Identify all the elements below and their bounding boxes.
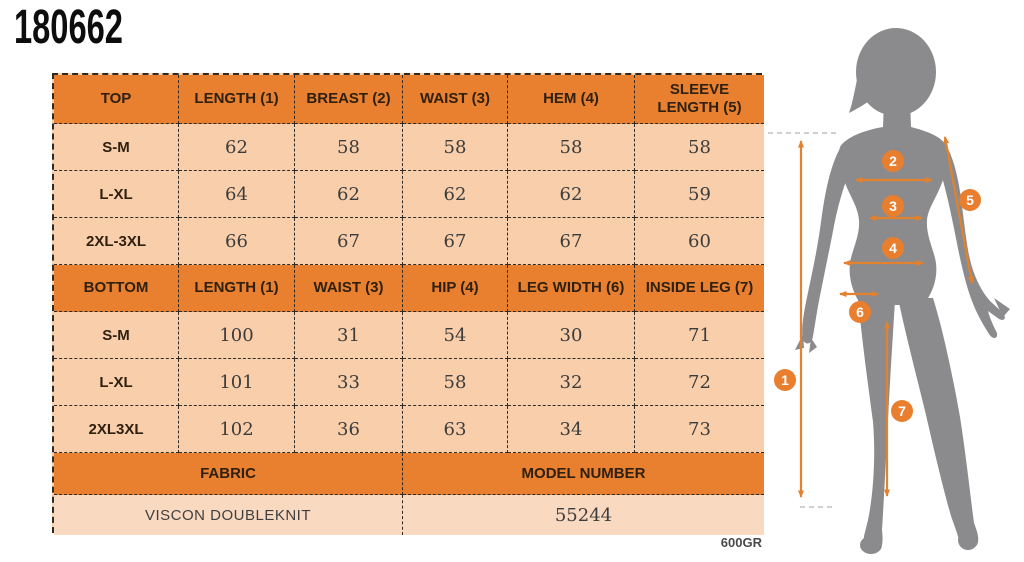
measurement-value: 62 <box>403 171 508 218</box>
badge-6 <box>849 301 871 323</box>
measurement-value: 58 <box>403 359 508 406</box>
measurement-value: 64 <box>179 171 295 218</box>
size-chart-table <box>52 73 762 533</box>
product-id-title: 180662 <box>14 1 123 54</box>
size-label: S-M <box>54 124 179 171</box>
badge-1 <box>774 369 796 391</box>
measurement-value: 67 <box>508 218 635 265</box>
svg-text:5: 5 <box>966 192 974 208</box>
top-header-sleeve: SLEEVE LENGTH (5) <box>635 75 764 124</box>
measurement-value: 66 <box>179 218 295 265</box>
svg-text:3: 3 <box>889 198 897 214</box>
measurement-value: 33 <box>295 359 403 406</box>
bottom-header-legwidth: LEG WIDTH (6) <box>508 265 635 312</box>
model-number-value: 55244 <box>403 495 764 535</box>
bottom-header-length: LENGTH (1) <box>179 265 295 312</box>
measurement-value: 58 <box>635 124 764 171</box>
measurement-value: 71 <box>635 312 764 359</box>
fabric-value: VISCON DOUBLEKNIT <box>54 495 403 535</box>
measurement-value: 30 <box>508 312 635 359</box>
badge-2 <box>882 150 904 172</box>
bottom-header-cell: BOTTOM <box>54 265 179 312</box>
size-label: S-M <box>54 312 179 359</box>
measurement-value: 63 <box>403 406 508 453</box>
measurement-value: 58 <box>403 124 508 171</box>
top-header-waist: WAIST (3) <box>403 75 508 124</box>
size-label: 2XL-3XL <box>54 218 179 265</box>
measurement-value: 67 <box>295 218 403 265</box>
svg-text:2: 2 <box>889 153 897 169</box>
badge-7 <box>891 400 913 422</box>
measurement-value: 36 <box>295 406 403 453</box>
bottom-header-hip: HIP (4) <box>403 265 508 312</box>
measurement-value: 67 <box>403 218 508 265</box>
top-header-hem: HEM (4) <box>508 75 635 124</box>
top-header-length: LENGTH (1) <box>179 75 295 124</box>
badge-3 <box>882 195 904 217</box>
measurement-value: 100 <box>179 312 295 359</box>
measurement-value: 62 <box>508 171 635 218</box>
measurement-value: 32 <box>508 359 635 406</box>
svg-text:4: 4 <box>889 240 897 256</box>
measurement-figure <box>760 0 1024 562</box>
measurement-value: 102 <box>179 406 295 453</box>
size-label: L-XL <box>54 359 179 406</box>
bottom-header-insideleg: INSIDE LEG (7) <box>635 265 764 312</box>
model-number-header: MODEL NUMBER <box>403 453 764 495</box>
svg-text:7: 7 <box>898 403 906 419</box>
measurement-value: 62 <box>179 124 295 171</box>
svg-text:1: 1 <box>781 372 789 388</box>
measurement-value: 58 <box>508 124 635 171</box>
weight-note: 600GR <box>720 535 762 550</box>
badge-4 <box>882 237 904 259</box>
measurement-value: 62 <box>295 171 403 218</box>
measurement-value: 54 <box>403 312 508 359</box>
badge-5 <box>959 189 981 211</box>
top-header-breast: BREAST (2) <box>295 75 403 124</box>
top-header-cell: TOP <box>54 75 179 124</box>
size-label: 2XL3XL <box>54 406 179 453</box>
measurement-value: 60 <box>635 218 764 265</box>
measurement-value: 34 <box>508 406 635 453</box>
size-label: L-XL <box>54 171 179 218</box>
fabric-header: FABRIC <box>54 453 403 495</box>
measurement-value: 31 <box>295 312 403 359</box>
measurement-value: 59 <box>635 171 764 218</box>
svg-text:6: 6 <box>856 304 864 320</box>
woman-silhouette-icon <box>795 28 1010 554</box>
measurement-value: 72 <box>635 359 764 406</box>
measurement-value: 73 <box>635 406 764 453</box>
measurement-value: 101 <box>179 359 295 406</box>
bottom-header-waist: WAIST (3) <box>295 265 403 312</box>
measurement-value: 58 <box>295 124 403 171</box>
